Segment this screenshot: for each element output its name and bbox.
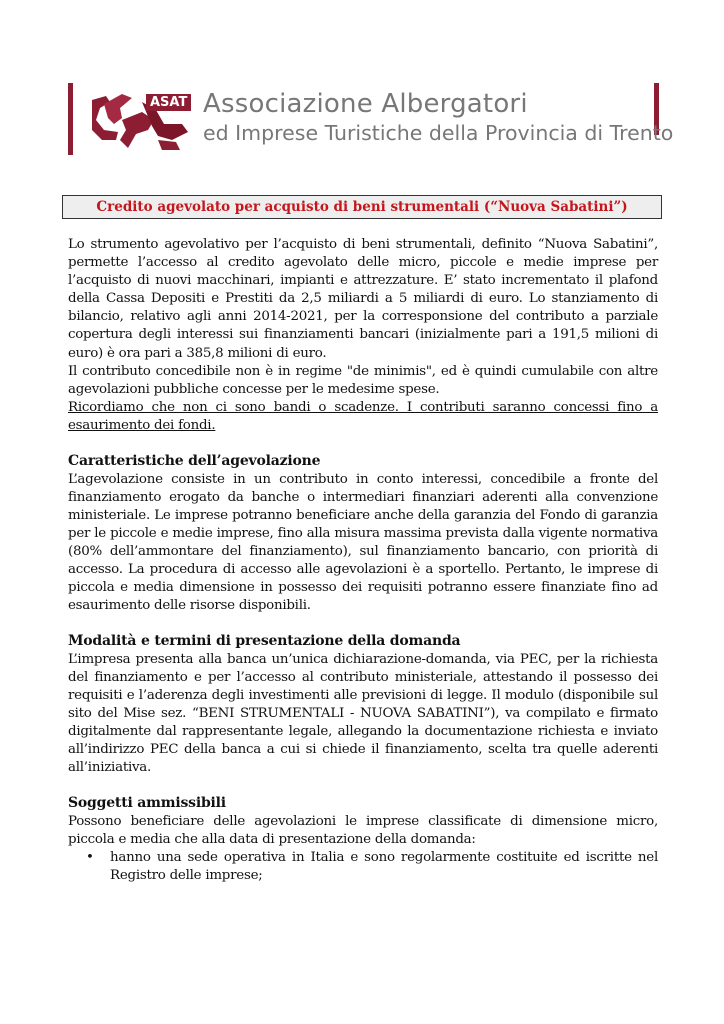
- document-title: Credito agevolato per acquisto di beni strumentali (“Nuova Sabatini”): [96, 199, 628, 215]
- section-heading-modalita: Modalità e termini di presentazione della domanda: [68, 633, 461, 650]
- bullet-icon: •: [86, 850, 94, 866]
- list-item-text: hanno una sede operativa in Italia e sono regolarmente costituite ed iscritte nel Registro delle imprese;: [110, 850, 658, 884]
- letterhead: [0, 0, 724, 165]
- intro-paragraph-3: Ricordiamo che non ci sono bandi o scadenze. I contributi saranno concessi fino a esaurimento dei fondi.: [68, 399, 658, 433]
- intro-paragraph-1: Lo strumento agevolativo per l’acquisto di beni strumentali, definito “Nuova Sabatini”, permette l’accesso al credito agevolato delle micro, piccole e medie imprese per l’acquisto di nuovi macchinari, impianti e attrezzature. E’ stato incrementato il plafond della Cassa Depositi e Prestiti da 2,5 miliardi a 5 miliardi di euro. Lo stanziamento di bilancio, relativo agli anni 2014-2021, per la corresponsione del contributo a parziale copertura degli interessi sui finanziamenti bancari (inizialmente pari a 191,5 milioni di euro) è ora pari a 385,8 milioni di euro.: [68, 237, 658, 361]
- org-name-line2: ed Imprese Turistiche della Provincia di Trento: [203, 121, 674, 145]
- document-title-box: [62, 195, 662, 219]
- section-heading-caratteristiche: Caratteristiche dell’agevolazione: [68, 453, 321, 470]
- letterhead-left-bar: [68, 83, 73, 155]
- section-body-modalita: L’impresa presenta alla banca un’unica dichiarazione-domanda, via PEC, per la richiesta del finanziamento e per l’accesso al contributo ministeriale, attestando il possesso dei requisiti e l’aderenza degli investimenti alle previsioni di legge. Il modulo (disponibile sul sito del Mise sez. “BENI STRUMENTALI - NUOVA SABATINI”), va compilato e firmato digitalmente dal rappresentante legale, allegando la documentazione richiesta e inviato all’indirizzo PEC della banca a cui si chiede il finanziamento, scelta tra quelle aderenti all’iniziativa.: [68, 651, 658, 776]
- document-body: [68, 236, 658, 885]
- org-name-line1: Associazione Albergatori: [203, 89, 528, 119]
- section-body-soggetti: Possono beneficiare delle agevolazioni le imprese classificate di dimensione micro, piccola e media che alla data di presentazione della domanda:: [68, 813, 658, 848]
- intro-paragraph-2: Il contributo concedibile non è in regime "de minimis", ed è quindi cumulabile con altre agevolazioni pubbliche concesse per le medesime spese.: [68, 363, 658, 397]
- asat-label: ASAT: [146, 94, 191, 111]
- list-item: [68, 849, 658, 885]
- section-heading-soggetti: Soggetti ammissibili: [68, 795, 226, 812]
- section-body-caratteristiche: L’agevolazione consiste in un contributo in conto interessi, concedibile a fronte del finanziamento erogato da banche o intermediari finanziari aderenti alla convenzione ministeriale. Le imprese potranno beneficiare anche della garanzia del Fondo di garanzia per le piccole e medie imprese, fino alla misura massima prevista dalla vigente normativa (80% dell’ammontare del finanziamento), sul finanziamento bancario, con priorità di accesso. La procedura di accesso alle agevolazioni è a sportello. Pertanto, le imprese di piccola e media dimensione in possesso dei requisiti potranno essere finanziate fino ad esaurimento delle risorse disponibili.: [68, 471, 658, 614]
